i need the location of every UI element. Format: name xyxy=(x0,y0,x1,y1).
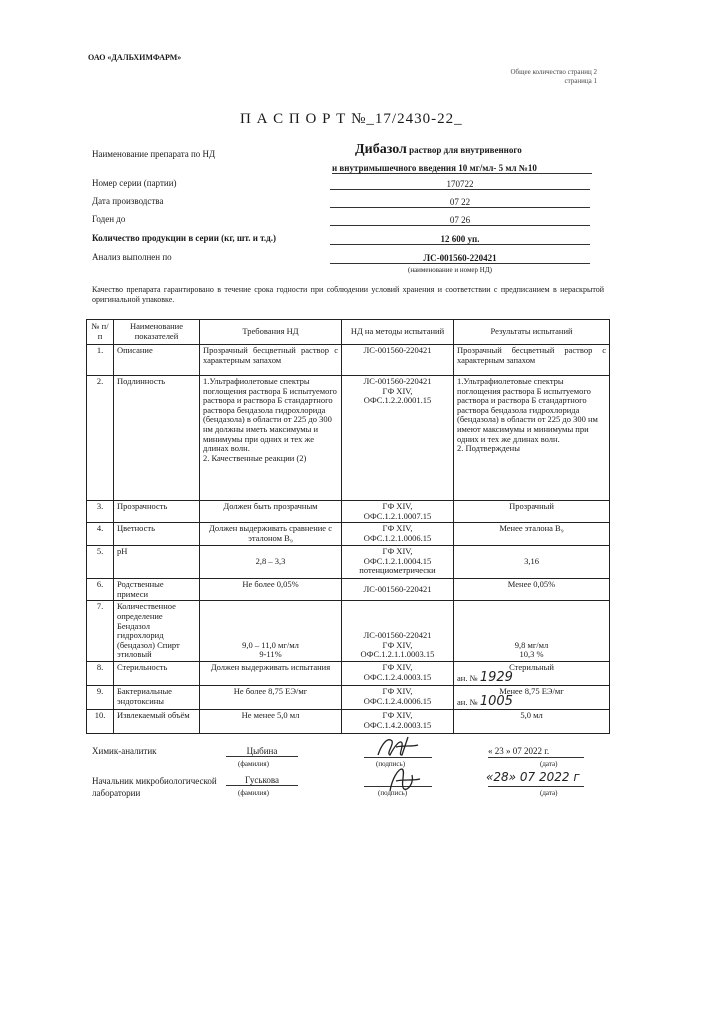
table-row: 6. Родственные примеси Не более 0,05% ЛС-001560-220421 Менее 0,05% xyxy=(87,579,610,601)
field-value-analysis: ЛС-001560-220421 xyxy=(330,253,590,264)
chemist-name: Цыбина xyxy=(226,746,298,757)
header-number: № п/п xyxy=(87,320,114,345)
field-label-production-date: Дата производства xyxy=(92,196,164,206)
chemist-name-caption: (фамилия) xyxy=(238,760,269,768)
field-label-expiry: Годен до xyxy=(92,214,126,224)
field-value-drug-form: и внутримышечного введения 10 мг/мл- 5 мл №10 xyxy=(332,163,592,174)
page-count: Общее количество страниц 2 страница 1 xyxy=(510,68,597,85)
chemist-date: « 23 » 07 2022 г. xyxy=(488,746,550,756)
field-label-quantity: Количество продукции в серии (кг, шт. и т.д.) xyxy=(92,233,276,243)
header-methods: НД на методы испытаний xyxy=(342,320,454,345)
role-chemist: Химик-аналитик xyxy=(92,746,157,756)
microbiology-date: «28» 07 2022 г xyxy=(486,770,580,784)
chemist-sign-caption: (подпись) xyxy=(376,760,406,768)
table-row: 7. Количественное определение Бендазол гидрохлорид (бендазол) Спирт этиловый 9,0 – 11,0 мг/мл 9-11% ЛС-001560-220421 ГФ XIV, ОФС.1.2.1.1.0003.15 9,8 мг/мл 10,3 % xyxy=(87,601,610,662)
field-value-drug-name: Дибазол раствор для внутривенного xyxy=(355,142,522,157)
handwritten-number: 1005 xyxy=(479,693,513,709)
handwritten-number: 1929 xyxy=(479,669,513,685)
quality-statement: Качество препарата гарантировано в течение срока годности при соблюдении условий хранения и соответствии с предписанием в нераскрытой оригинальной упаковке. xyxy=(92,285,604,304)
chemist-date-caption: (дата) xyxy=(540,760,558,768)
table-row: 4. Цветность Должен выдерживать сравнение с эталоном B₉ ГФ XIV, ОФС.1.2.1.0006.15 Менее эталона B₉ xyxy=(87,523,610,546)
table-row: 8. Стерильность Должен выдерживать испытания ГФ XIV, ОФС.1.2.4.0003.15 Стерильный ан. № 1929 xyxy=(87,661,610,685)
chemist-signature xyxy=(372,733,422,761)
company-name: ОАО «ДАЛЬХИМФАРМ» xyxy=(88,53,182,62)
microbiology-name: Гуськова xyxy=(226,775,298,786)
field-note-analysis: (наименование и номер НД) xyxy=(408,266,492,274)
table-row: 3. Прозрачность Должен быть прозрачным ГФ XIV, ОФС.1.2.1.0007.15 Прозрачный xyxy=(87,501,610,523)
results-table xyxy=(86,319,610,734)
table-row: 5. pH 2,8 – 3,3 ГФ XIV, ОФС.1.2.1.0004.15 потенциометрически 3,16 xyxy=(87,546,610,579)
microbiology-sign-caption: (подпись) xyxy=(378,789,408,797)
header-indicator: Наименование показателей xyxy=(114,320,200,345)
microbiology-date-caption: (дата) xyxy=(540,789,558,797)
table-row: 9. Бактериальные эндотоксины Не более 8,75 ЕЭ/мг ГФ XIV, ОФС.1.2.4.0006.15 Менее 8,75 ЕЭ/мг ан. № 1005 xyxy=(87,685,610,709)
header-results: Результаты испытаний xyxy=(454,320,610,345)
field-label-drug: Наименование препарата по НД xyxy=(92,149,216,159)
role-microbiology-head: Начальник микробиологической лаборатории xyxy=(92,776,217,798)
field-value-quantity: 12 600 уп. xyxy=(330,234,590,245)
field-label-analysis: Анализ выполнен по xyxy=(92,252,172,262)
field-label-series: Номер серии (партии) xyxy=(92,178,177,188)
table-row: 2. Подлинность 1.Ультрафиолетовые спектры поглощения раствора Б испытуемого раствора и раствора Б стандартного раствора бендазола гидрохлорида (бендазола) в области от 225 до 300 нм должны иметь максимумы и минимумы при одних и тех же длинах волн. 2. Качественные реакции (2) ЛС-001560-220421 ГФ XIV, ОФС.1.2.2.0001.15 1.Ультрафиолетовые спектры поглощения раствора Б испытуемого раствора и раствора Б стандартного раствора бендазола гидрохлорида (бендазола) в области от 225 до 300 нм имеют максимумы и минимумы при одних и тех же длинах волн. 2. Подтверждены xyxy=(87,376,610,501)
page-title: П А С П О Р Т №_17/2430-22_ xyxy=(240,111,463,127)
table-header-row xyxy=(87,320,610,345)
header-requirements: Требования НД xyxy=(200,320,342,345)
field-value-series: 170722 xyxy=(330,179,590,190)
field-value-expiry: 07 26 xyxy=(330,215,590,226)
microbiology-name-caption: (фамилия) xyxy=(238,789,269,797)
table-row: 1. Описание Прозрачный бесцветный раствор с характерным запахом ЛС-001560-220421 Прозрачный бесцветный раствор с характерным запахом xyxy=(87,345,610,376)
field-value-production-date: 07 22 xyxy=(330,197,590,208)
table-row: 10. Извлекаемый объём Не менее 5,0 мл ГФ XIV, ОФС.1.4.2.0003.15 5,0 мл xyxy=(87,709,610,733)
